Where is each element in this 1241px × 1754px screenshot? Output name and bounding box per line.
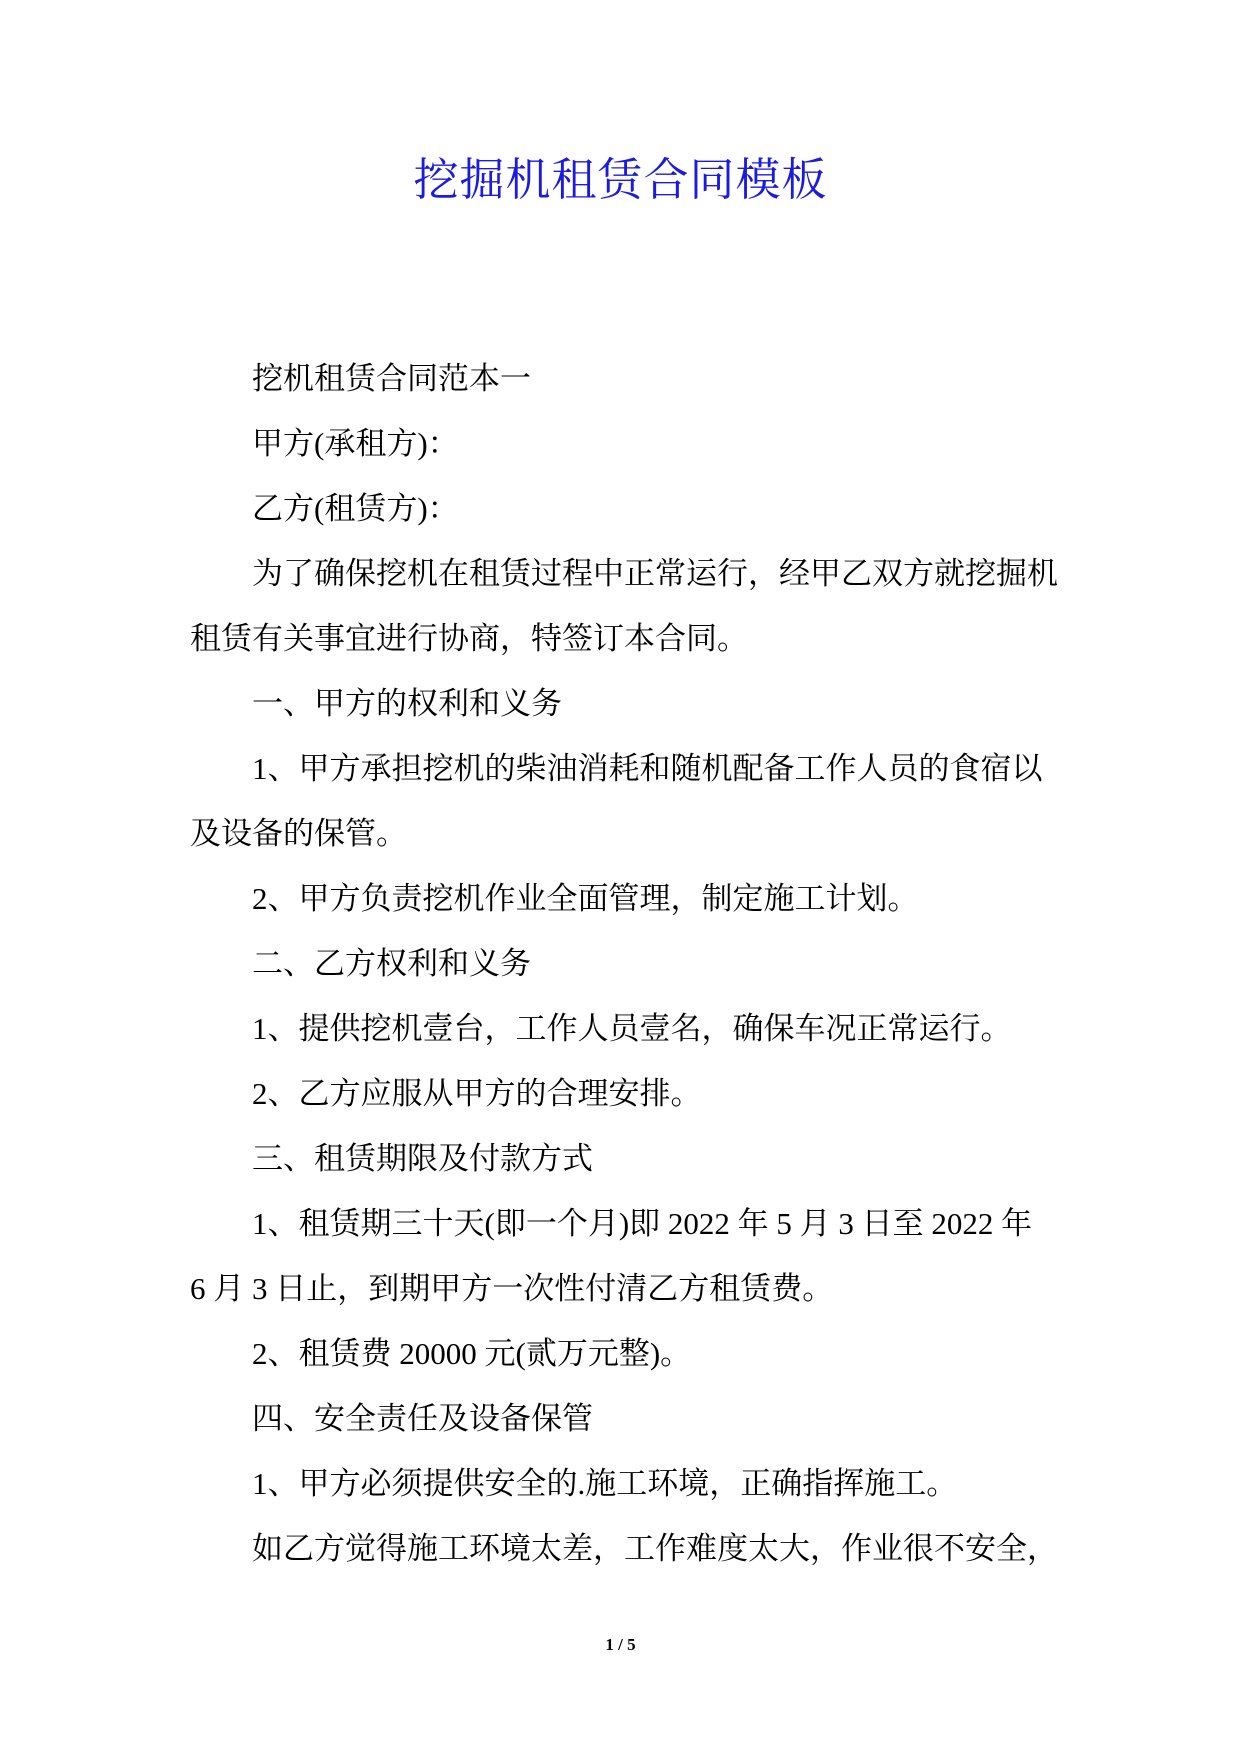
paragraph-line: 乙方(租赁方)： [252,491,459,526]
document-title: 挖掘机租赁合同模板 [413,155,828,205]
paragraph-line: 1、租赁期三十天(即一个月)即 2022 年 5 月 3 日至 2022 年 [252,1206,1033,1241]
clause-paragraph [190,1191,1090,1321]
clause-paragraph [190,1451,1090,1516]
paragraph-line: 为了确保挖机在租赁过程中正常运行，经甲乙双方就挖掘机 [252,556,1058,591]
paragraph-line: 1、提供挖机壹台，工作人员壹名，确保车况正常运行。 [252,1011,1012,1046]
paragraph-line: 2、乙方应服从甲方的合理安排。 [252,1076,702,1111]
party-a-field [190,411,1090,476]
paragraph-line: 2、甲方负责挖机作业全面管理，制定施工计划。 [252,881,919,916]
clause-paragraph [190,996,1090,1061]
document-body [190,346,1090,1581]
clause-paragraph [190,1061,1090,1126]
paragraph-line: 一、甲方的权利和义务 [252,686,562,721]
paragraph-line: 及设备的保管。 [190,816,407,851]
paragraph-line: 四、安全责任及设备保管 [252,1401,593,1436]
clause-paragraph [190,866,1090,931]
paragraph-line: 甲方(承租方)： [252,426,459,461]
paragraph-line: 6 月 3 日止，到期甲方一次性付清乙方租赁费。 [190,1271,834,1306]
section-heading-safety [190,1386,1090,1451]
paragraph-line: 三、租赁期限及付款方式 [252,1141,593,1176]
page-number: 1 / 5 [605,1635,636,1654]
contract-template-heading [190,346,1090,411]
paragraph-line: 1、甲方必须提供安全的.施工环境，正确指挥施工。 [252,1466,958,1501]
clause-paragraph [190,1516,1090,1581]
paragraph-line: 租赁有关事宜进行协商，特签订本合同。 [190,621,748,656]
preamble-paragraph [190,541,1090,671]
paragraph-line: 二、乙方权利和义务 [252,946,531,981]
section-heading-term-payment [190,1126,1090,1191]
paragraph-line: 1、甲方承担挖机的柴油消耗和随机配备工作人员的食宿以 [252,751,1043,786]
party-b-field [190,476,1090,541]
section-heading-party-a [190,671,1090,736]
paragraph-line: 如乙方觉得施工环境太差，工作难度太大，作业很不安全， [252,1531,1058,1566]
paragraph-line: 挖机租赁合同范本一 [252,361,531,396]
clause-paragraph [190,736,1090,866]
paragraph-line: 2、租赁费 20000 元(贰万元整)。 [252,1336,692,1371]
clause-paragraph [190,1321,1090,1386]
section-heading-party-b [190,931,1090,996]
